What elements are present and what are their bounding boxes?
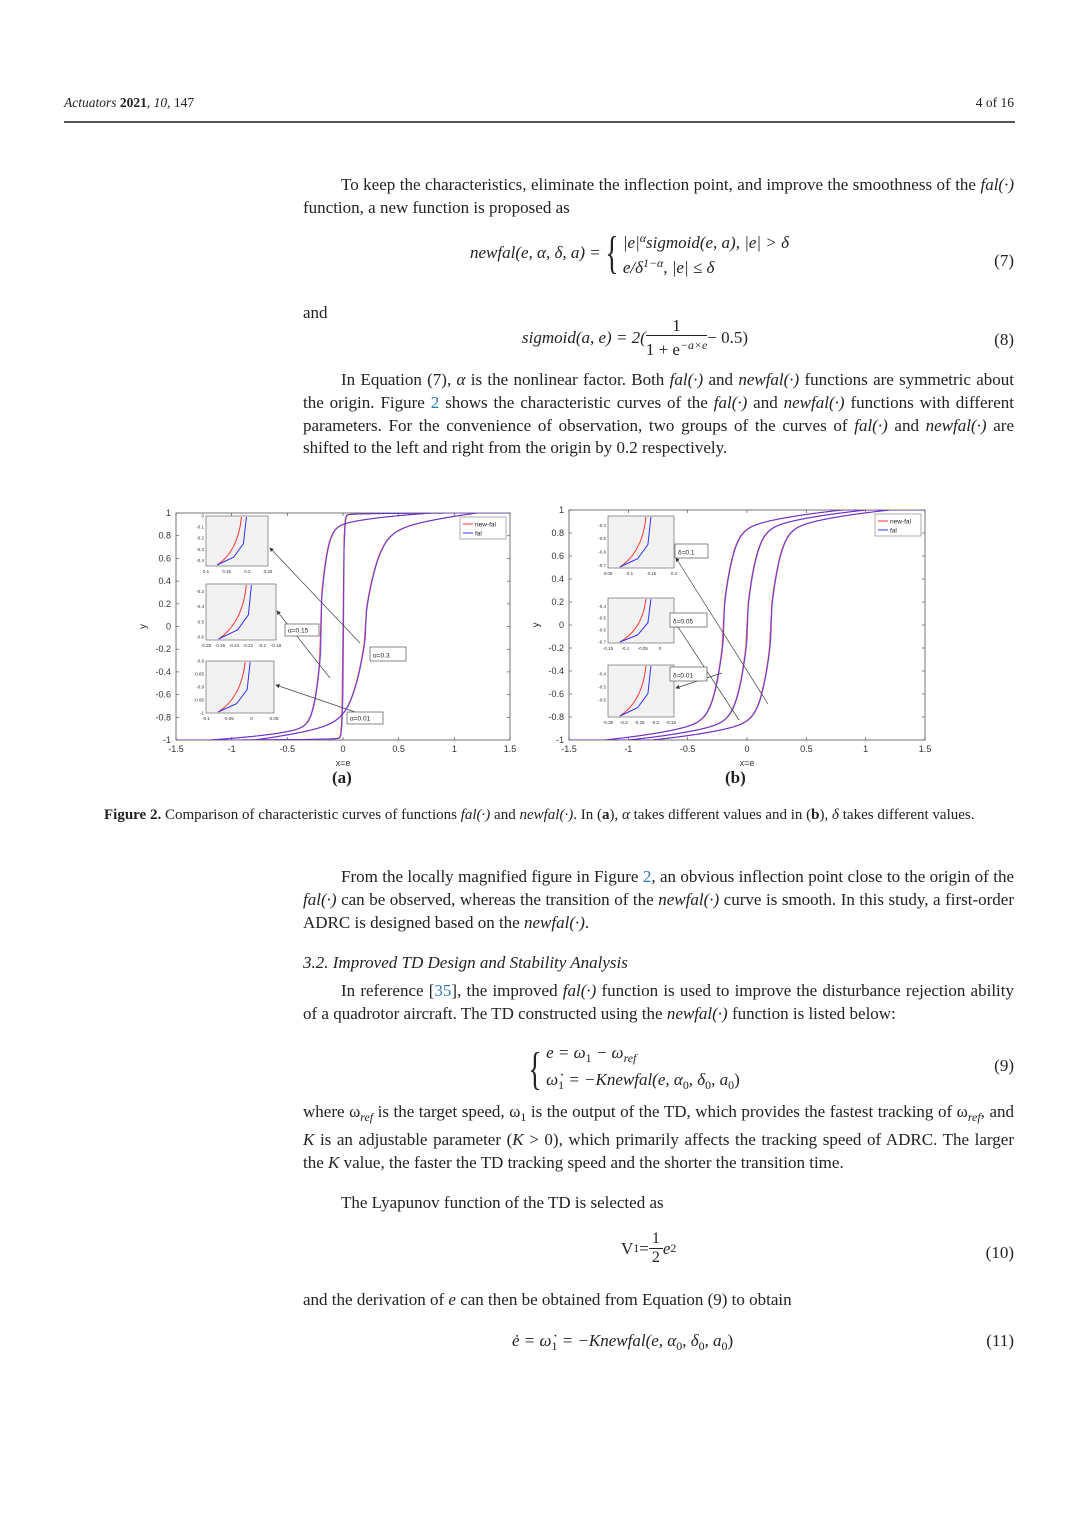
inset-frame: [608, 665, 674, 717]
inset-x-tick-label: 0: [250, 716, 253, 721]
inset-zoom-2: [196, 584, 281, 648]
inset-frame: [608, 598, 674, 643]
fal-term: fal(·): [562, 981, 597, 1000]
text: α: [621, 807, 630, 823]
eq7-case-2: [623, 253, 789, 278]
inset-zoom-1: [598, 516, 677, 576]
inset-x-tick-label: 0.15: [222, 569, 232, 574]
y-tick-label: -0.2: [155, 644, 171, 655]
x-tick-label: -1: [624, 744, 633, 754]
newfal-term: newfal(·): [783, 392, 845, 412]
y-axis-label: y: [531, 622, 542, 628]
newfal-term: newfal(·): [738, 370, 800, 389]
header-rule: [64, 121, 1015, 123]
x-tick-label: 1: [863, 744, 869, 754]
text: newfal(·): [519, 807, 574, 823]
text: 2: [670, 1241, 677, 1255]
y-tick-label: -0.2: [548, 643, 564, 653]
inset-y-tick-label: 0: [201, 513, 204, 519]
text: = −Knewfal(e, α: [564, 1070, 683, 1090]
inset-x-tick-label: 0.2: [670, 571, 678, 576]
text: function is listed below:: [727, 1003, 896, 1023]
eq8-fraction: [646, 317, 707, 359]
text: functions are symmetric about the origin.: [303, 370, 1014, 412]
text: ): [727, 1331, 734, 1350]
y-tick-label: -1: [555, 735, 564, 745]
eq7-cases: [623, 228, 789, 278]
text: can be observed, whereas the transition of the: [336, 889, 659, 909]
text: b: [811, 807, 820, 823]
text: ): [734, 1070, 740, 1090]
and-word: and: [303, 303, 328, 322]
inset-y-tick-label: -0.6: [196, 634, 204, 640]
inset-frame: [206, 661, 274, 713]
inset-y-tick-label: -0.5: [598, 684, 606, 690]
annotation-label: α=0.15: [288, 627, 309, 635]
x-tick-label: 0: [744, 744, 750, 754]
fal-term: fal(·): [669, 370, 704, 389]
newfal-term: newfal(·): [925, 415, 987, 435]
text: ),: [609, 807, 622, 823]
paragraph-td-intro: [303, 980, 1014, 1026]
text: 1: [633, 1241, 640, 1255]
figure-2: [130, 500, 960, 795]
y-tick-label: 0.4: [551, 574, 564, 584]
text: are shifted to the left and right from the origin by 0.2 respectively.: [303, 415, 1014, 458]
equation-10: [621, 1230, 676, 1267]
text: , a: [704, 1331, 722, 1350]
running-header-citation: Actuators 2021, 10, 147: [64, 95, 195, 110]
denominator: [646, 336, 707, 359]
inset-x-tick-label: -0.18: [270, 643, 282, 648]
inset-y-tick-label: -0.6: [598, 697, 606, 703]
chart-panel-b: [531, 505, 931, 768]
equation-8: [522, 317, 748, 359]
eq8-rest: − 0.5): [707, 327, 749, 347]
text: ref: [623, 1051, 637, 1066]
annotation-label: δ=0.05: [673, 618, 694, 626]
inset-zoom-1: [196, 514, 273, 575]
inset-y-tick-label: -0.5: [196, 619, 204, 625]
paragraph-equation-7-explanation: [303, 369, 1014, 460]
y-tick-label: -0.6: [155, 689, 171, 700]
text: is the target speed, ω: [373, 1102, 521, 1121]
text: , a: [711, 1070, 729, 1090]
x-tick-label: -1.5: [168, 744, 184, 754]
legend-label-fal: fal: [475, 530, 482, 538]
paragraph-td-explanation: [303, 1101, 1014, 1175]
inset-x-tick-label: 0.2: [244, 569, 251, 574]
inset-x-tick-label: 0.05: [603, 571, 613, 576]
text: δ: [832, 807, 839, 823]
text: e = ω: [546, 1043, 586, 1062]
section-heading-3-2: 3.2. Improved TD Design and Stability Analysis: [303, 953, 628, 972]
text: , δ: [688, 1070, 706, 1090]
inset-y-tick-label: -0.95: [193, 697, 204, 703]
y-tick-label: 0.2: [551, 597, 564, 607]
article-number: 147: [173, 95, 195, 110]
inset-x-tick-label: 0.25: [263, 569, 273, 574]
text: 1: [558, 1078, 565, 1093]
inset-y-tick-label: -0.7: [598, 562, 606, 568]
inset-zoom-3: [598, 665, 676, 725]
x-tick-label: -0.5: [679, 744, 696, 754]
text: In Equation (7),: [341, 370, 457, 389]
newfal-term: newfal(·): [666, 1003, 728, 1023]
text: and: [747, 392, 784, 412]
equation-number-8: (8): [994, 330, 1014, 349]
annotation-label: δ=0.1: [678, 549, 695, 557]
paragraph-intro: [303, 174, 1014, 220]
inset-x-tick-label: 0.1: [626, 571, 634, 576]
eq9-cases: [546, 1042, 740, 1096]
text: 0: [705, 1078, 712, 1093]
caption-label: Figure 2.: [104, 807, 162, 823]
equation-9: [524, 1042, 740, 1096]
inset-x-tick-label: -0.3: [619, 720, 628, 725]
inset-frame: [608, 516, 674, 568]
text: 0: [682, 1078, 689, 1093]
y-tick-label: 1: [165, 508, 171, 518]
y-tick-label: -0.4: [548, 666, 564, 676]
text: where ω: [303, 1102, 361, 1121]
inset-x-tick-label: -0.25: [634, 720, 645, 725]
text: . In (: [573, 807, 602, 823]
inset-x-tick-label: -0.2: [651, 720, 660, 725]
inset-x-tick-label: -0.05: [637, 646, 648, 651]
inset-y-tick-label: -0.5: [598, 615, 606, 621]
text: −a×e: [679, 338, 708, 352]
inset-y-tick-label: -0.3: [196, 589, 204, 595]
inset-y-tick-label: -0.1: [196, 524, 204, 530]
journal-year: 2021: [119, 95, 147, 110]
eq10-fraction: [649, 1230, 663, 1267]
text: K: [328, 1152, 340, 1172]
text: is an adjustable parameter (: [314, 1129, 513, 1149]
text: 1: [585, 1051, 592, 1066]
inset-x-tick-label: -0.2: [258, 643, 266, 648]
text: ], the improved: [451, 981, 563, 1000]
text: shows the characteristic curves of the: [439, 392, 714, 412]
text: 0: [728, 1078, 735, 1093]
text: Figure: [594, 867, 643, 886]
annotation-label: α=0.01: [350, 715, 371, 723]
legend-label-new-fal: new-fal: [475, 521, 496, 529]
inset-x-tick-label: -0.24: [228, 643, 240, 648]
inset-y-tick-label: -0.4: [196, 604, 204, 610]
text: sigmoid(e, a), |e| > δ: [646, 232, 789, 252]
numerator: 1: [646, 317, 707, 336]
text: From the locally magnified figure in: [341, 867, 595, 886]
text: function, a new function is proposed as: [303, 197, 570, 217]
panel-b-label: (b): [725, 768, 746, 787]
text: e/δ: [622, 257, 644, 277]
text: and: [887, 415, 926, 435]
text: curve is smooth. In this study, a first-order ADRC is designed based on the: [303, 889, 1015, 932]
inset-y-tick-label: -0.6: [598, 549, 606, 555]
y-tick-label: 0.6: [158, 553, 171, 564]
inset-x-tick-label: -0.15: [665, 720, 676, 725]
inset-y-tick-label: -0.8: [196, 658, 204, 664]
left-brace: {: [605, 226, 619, 278]
text: takes different values.: [839, 807, 975, 823]
x-axis-label: x=e: [335, 758, 351, 768]
equation-7: [470, 228, 789, 278]
y-tick-label: -0.8: [548, 712, 564, 722]
alpha-symbol: α: [456, 370, 466, 389]
equation-number-11: (11): [986, 1331, 1014, 1350]
inset-x-tick-label: -0.35: [602, 720, 614, 725]
inset-x-tick-label: -0.1: [621, 646, 630, 651]
inset-x-tick-label: -0.26: [214, 643, 226, 648]
inset-y-tick-label: -0.4: [196, 557, 204, 563]
equation-11: [512, 1331, 733, 1354]
left-brace: {: [528, 1043, 542, 1095]
chart-panel-a: [138, 508, 516, 768]
x-axis-label: x=e: [739, 758, 755, 768]
text: α: [639, 231, 646, 245]
eq7-case-1: [623, 228, 789, 253]
fal-term: fal(·): [713, 392, 748, 412]
inset-y-tick-label: -0.4: [598, 671, 606, 677]
equation-number-7: (7): [994, 251, 1014, 270]
y-tick-label: 1: [558, 505, 564, 515]
inset-x-tick-label: 0.1: [202, 569, 210, 574]
text: =: [639, 1238, 649, 1258]
text: , and: [980, 1102, 1014, 1121]
text: and: [490, 807, 520, 823]
inset-x-tick-label: -0.05: [223, 716, 234, 721]
y-axis-label: y: [138, 624, 149, 629]
journal-volume: 10: [153, 95, 168, 110]
inset-x-tick-label: 0: [658, 646, 662, 651]
inset-zoom-3: [194, 659, 279, 722]
text: 1: [520, 1110, 527, 1125]
y-tick-label: 0.4: [158, 576, 171, 587]
legend-label-new-fal: new-fal: [890, 518, 911, 526]
x-tick-label: -0.5: [279, 744, 296, 754]
text: ),: [819, 807, 833, 823]
inset-x-tick-label: -0.22: [242, 643, 254, 648]
text: ė = ω̇: [512, 1331, 552, 1350]
text: In reference [: [341, 981, 435, 1000]
text: is the nonlinear factor. Both: [465, 370, 670, 389]
newfal-term: newfal(·): [523, 912, 585, 932]
x-tick-label: 0: [340, 744, 346, 754]
y-tick-label: -0.4: [155, 666, 171, 677]
text: a: [601, 807, 610, 823]
inset-y-tick-label: -0.5: [598, 536, 606, 542]
y-tick-label: 0.6: [551, 551, 564, 561]
equation-number-9: (9): [994, 1056, 1014, 1075]
page-number: 4 of 16: [975, 95, 1014, 110]
fal-term: fal(·): [303, 889, 337, 909]
eq8-lhs: sigmoid(a, e) = 2(: [522, 327, 646, 347]
x-tick-label: 0.5: [800, 744, 813, 754]
fal-term: fal(·): [980, 175, 1014, 194]
text: |e|: [622, 232, 640, 252]
text: − ω: [591, 1043, 624, 1062]
text: , an obvious inflection point close to the origin of the: [651, 867, 1015, 886]
inset-x-tick-label: -0.1: [202, 716, 210, 721]
eq9-line-2: [546, 1069, 740, 1096]
inset-y-tick-label: -0.3: [196, 546, 204, 552]
y-tick-label: 0.2: [158, 598, 171, 609]
text: ref: [360, 1110, 374, 1125]
fal-term: fal(·): [854, 415, 888, 435]
text: > 0), which primarily affects the tracking speed of ADRC. The larger the: [303, 1129, 1014, 1172]
text: K: [512, 1129, 524, 1149]
y-tick-label: 0: [165, 621, 171, 632]
figure-2-link[interactable]: 2: [642, 867, 652, 886]
annotation-label: δ=0.01: [673, 672, 694, 680]
equation-number-10: (10): [985, 1243, 1014, 1262]
annotation-label: α=0.3: [373, 652, 390, 660]
text: can then be obtained from Equation (9) to obtain: [455, 1290, 792, 1309]
text: and: [703, 370, 739, 389]
inset-y-tick-label: -0.4: [598, 522, 606, 528]
text: 1 + e: [645, 339, 680, 359]
text: value, the faster the TD tracking speed and the shorter the transition time.: [339, 1152, 844, 1172]
x-tick-label: 1.5: [503, 744, 517, 754]
eq7-lhs: newfal(e, α, δ, a) =: [470, 242, 601, 262]
panel-a-label: (a): [332, 768, 352, 787]
text: 1: [551, 1339, 558, 1354]
text: and the derivation of: [303, 1290, 449, 1309]
y-tick-label: 0: [558, 620, 564, 630]
text: K: [303, 1129, 315, 1149]
text: V: [621, 1238, 634, 1258]
inset-x-tick-label: -0.15: [602, 646, 614, 651]
text: 0: [676, 1339, 683, 1354]
paragraph-figure-observation: [303, 866, 1014, 934]
inset-x-tick-label: 0.15: [647, 571, 657, 576]
inset-y-tick-label: -0.4: [598, 603, 606, 609]
text: fal(·): [460, 807, 491, 823]
inset-x-tick-label: -0.28: [200, 643, 212, 648]
paragraph-derivation: [303, 1289, 1014, 1312]
text: 1−α: [643, 255, 664, 270]
text: Comparison of characteristic curves of functions: [161, 807, 461, 823]
inset-frame: [206, 584, 276, 640]
inset-x-tick-label: 0.05: [269, 716, 279, 721]
text: ω̇: [546, 1070, 559, 1090]
y-tick-label: -0.8: [155, 712, 171, 723]
eq9-line-1: [546, 1042, 740, 1069]
y-tick-label: 0.8: [551, 528, 564, 538]
text: To keep the characteristics, eliminate the inflection point, and improve the smoothness of the: [341, 175, 981, 194]
x-tick-label: -1.5: [561, 744, 577, 754]
x-tick-label: 0.5: [392, 744, 405, 754]
figure-caption: [104, 804, 984, 826]
text: 0: [721, 1339, 728, 1354]
reference-35-link[interactable]: 35: [434, 981, 452, 1000]
legend: [460, 517, 506, 539]
inset-y-tick-label: -1: [199, 710, 204, 716]
y-tick-label: 0.8: [158, 530, 171, 541]
text: is the output of the TD, which provides the fastest tracking of ω: [526, 1102, 968, 1121]
figure-2-link[interactable]: 2: [430, 392, 440, 412]
text: , |e| ≤ δ: [663, 257, 715, 277]
legend-label-fal: fal: [890, 527, 897, 535]
inset-y-tick-label: -0.9: [196, 684, 204, 690]
journal-name: Actuators: [64, 95, 117, 110]
inset-frame: [206, 516, 268, 566]
text: = −Knewfal(e, α: [557, 1331, 677, 1350]
text: functions with different parameters. For the convenience of observation, two groups of the curves of: [303, 392, 1014, 435]
denominator: 2: [651, 1249, 660, 1266]
y-tick-label: -1: [162, 735, 171, 745]
inset-y-tick-label: -0.85: [193, 671, 204, 677]
inset-y-tick-label: -0.2: [196, 535, 204, 541]
text: e: [448, 1290, 456, 1309]
inset-y-tick-label: -0.6: [598, 627, 606, 633]
text: 0: [698, 1339, 705, 1354]
text: .: [584, 912, 590, 932]
text: ref: [967, 1110, 981, 1125]
x-tick-label: -1: [227, 744, 236, 754]
x-tick-label: 1.5: [918, 744, 932, 754]
numerator: 1: [649, 1230, 663, 1249]
text: function is used to improve the disturbance rejection ability of a quadrotor aircraft. The TD constructed using the: [303, 981, 1014, 1023]
x-tick-label: 1: [451, 744, 457, 754]
inset-zoom-2: [598, 598, 674, 651]
inset-y-tick-label: -0.7: [598, 639, 606, 645]
text: takes different values and in (: [629, 807, 812, 823]
y-tick-label: -0.6: [548, 689, 564, 699]
text: , δ: [682, 1331, 699, 1350]
text: Figure: [380, 392, 431, 412]
paragraph-lyapunov: The Lyapunov function of the TD is selected as: [341, 1193, 664, 1212]
newfal-term: newfal(·): [658, 889, 720, 909]
text: e: [662, 1238, 671, 1258]
legend: [875, 514, 921, 536]
